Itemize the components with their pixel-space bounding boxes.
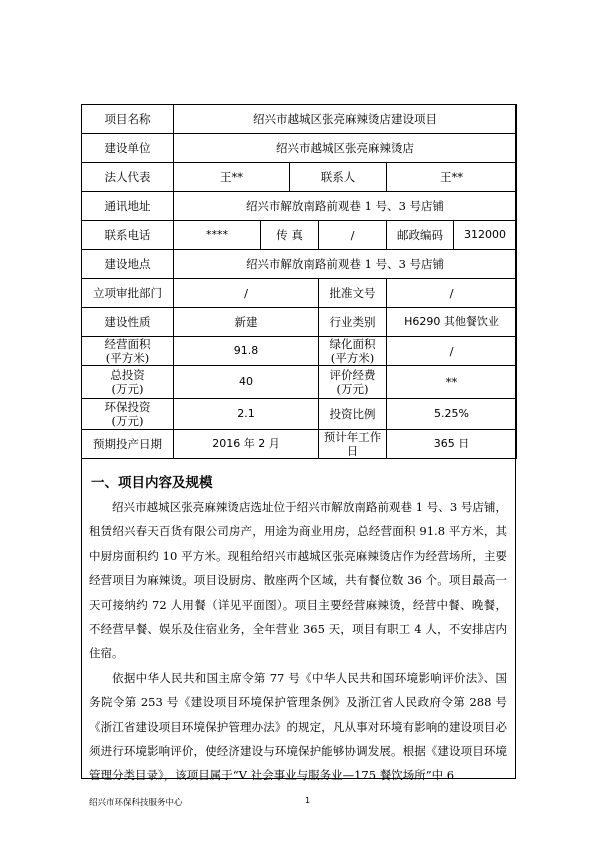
area-label-line1: 经营面积 bbox=[104, 337, 151, 351]
area-label-line2: (平方米) bbox=[105, 351, 150, 365]
eval-label-line2: (万元) bbox=[336, 382, 369, 396]
contact-value: 王** bbox=[387, 163, 517, 192]
workdays-value: 365 日 bbox=[387, 430, 517, 459]
nature-value: 新建 bbox=[174, 308, 319, 337]
table-row bbox=[82, 105, 517, 134]
fax-label: 传 真 bbox=[261, 221, 319, 250]
legal-rep-label: 法人代表 bbox=[82, 163, 174, 192]
paragraph-1: 绍兴市越城区张亮麻辣烫店选址位于绍兴市解放南路前观巷 1 号、3 号店铺，租赁绍兴春天百货有限公司房产，用途为商业用房，总经营面积 91.8 平方米，其中厨房面积约 10 平方米。现租给绍兴市越城区张亮麻辣烫店作为经营场所，主要经营项目为麻辣烫。项目设厨房、散座两个区域，共有餐位数 36 个。项目最高一天可接纳约 72 人用餐（详见平面图）。项目主要经营麻辣烫，经营中餐、晚餐，不经营早餐、娱乐及住宿业务，全年营业 365 天，项目有职工 4 人，不安排店内住宿。 bbox=[89, 500, 507, 661]
green-label-line2: (平方米) bbox=[330, 351, 375, 365]
site-value: 绍兴市解放南路前观巷 1 号、3 号店铺 bbox=[174, 250, 517, 279]
invest-value: 40 bbox=[174, 366, 319, 399]
page-number: 1 bbox=[305, 796, 311, 805]
project-name-value: 绍兴市越城区张亮麻辣烫店建设项目 bbox=[174, 105, 517, 134]
site-label: 建设地点 bbox=[82, 250, 174, 279]
invest-label-line2: (万元) bbox=[111, 382, 144, 396]
phone-label: 联系电话 bbox=[82, 221, 174, 250]
start-date-value: 2016 年 2 月 bbox=[174, 430, 319, 459]
eval-label-line1: 评价经费 bbox=[329, 368, 376, 382]
green-label-line1: 绿化面积 bbox=[329, 337, 376, 351]
section-title: 一、项目内容及规模 bbox=[91, 475, 213, 491]
address-label: 通讯地址 bbox=[82, 192, 174, 221]
env-invest-label bbox=[82, 399, 174, 430]
unit-label: 建设单位 bbox=[82, 134, 174, 163]
area-label bbox=[82, 337, 174, 366]
project-name-label: 项目名称 bbox=[82, 105, 174, 134]
env-invest-label-line2: (万元) bbox=[111, 414, 144, 428]
approval-no-value: / bbox=[387, 279, 517, 308]
table-row bbox=[82, 192, 517, 221]
env-invest-label-line1: 环保投资 bbox=[104, 400, 151, 414]
area-value: 91.8 bbox=[174, 337, 319, 366]
unit-value: 绍兴市越城区张亮麻辣烫店 bbox=[174, 134, 517, 163]
start-date-label: 预期投产日期 bbox=[82, 430, 174, 459]
invest-label bbox=[82, 366, 174, 399]
address-value: 绍兴市解放南路前观巷 1 号、3 号店铺 bbox=[174, 192, 517, 221]
approval-dept-label: 立项审批部门 bbox=[82, 279, 174, 308]
approval-no-label: 批准文号 bbox=[319, 279, 387, 308]
green-value: / bbox=[387, 337, 517, 366]
eval-value: ** bbox=[387, 366, 517, 399]
industry-value: H6290 其他餐饮业 bbox=[387, 308, 517, 337]
phone-value: **** bbox=[174, 221, 261, 250]
industry-label: 行业类别 bbox=[319, 308, 387, 337]
table-row bbox=[82, 163, 517, 192]
fax-value: / bbox=[319, 221, 387, 250]
postcode-label: 邮政编码 bbox=[387, 221, 454, 250]
env-invest-value: 2.1 bbox=[174, 399, 319, 430]
table-row bbox=[82, 308, 517, 337]
section-body bbox=[89, 495, 507, 788]
approval-dept-value: / bbox=[174, 279, 319, 308]
table-row bbox=[82, 221, 517, 250]
invest-label-line1: 总投资 bbox=[110, 368, 145, 382]
green-label bbox=[319, 337, 387, 366]
table-row bbox=[82, 250, 517, 279]
table-row bbox=[82, 399, 517, 430]
postcode-value: 312000 bbox=[454, 221, 517, 250]
ratio-label: 投资比例 bbox=[319, 399, 387, 430]
project-info-table bbox=[81, 104, 517, 459]
workdays-label: 预计年工作日 bbox=[319, 430, 387, 459]
table-row bbox=[82, 366, 517, 399]
nature-label: 建设性质 bbox=[82, 308, 174, 337]
eval-label bbox=[319, 366, 387, 399]
table-row bbox=[82, 279, 517, 308]
legal-rep-value: 王** bbox=[174, 163, 290, 192]
table-row bbox=[82, 337, 517, 366]
contact-label: 联系人 bbox=[290, 163, 387, 192]
ratio-value: 5.25% bbox=[387, 399, 517, 430]
footer-organization: 绍兴市环保科技服务中心 bbox=[89, 798, 183, 808]
table-row bbox=[82, 430, 517, 459]
paragraph-2: 依据中华人民共和国主席令第 77 号《中华人民共和国环境影响评价法》、国务院令第 253 号《建设项目环境保护管理条例》及浙江省人民政府令第 288 号《浙江省建设项目环境保护管理办法》的规定，凡从事对环境有影响的建设项目必须进行环境影响评价，使经济建设与环境保护能够协调发展。根据《建设项目环境管理分类目录》，该项目属于“Ⅴ 社会事业与服务业—175 餐饮场所”中 6 bbox=[89, 670, 507, 783]
table-row bbox=[82, 134, 517, 163]
